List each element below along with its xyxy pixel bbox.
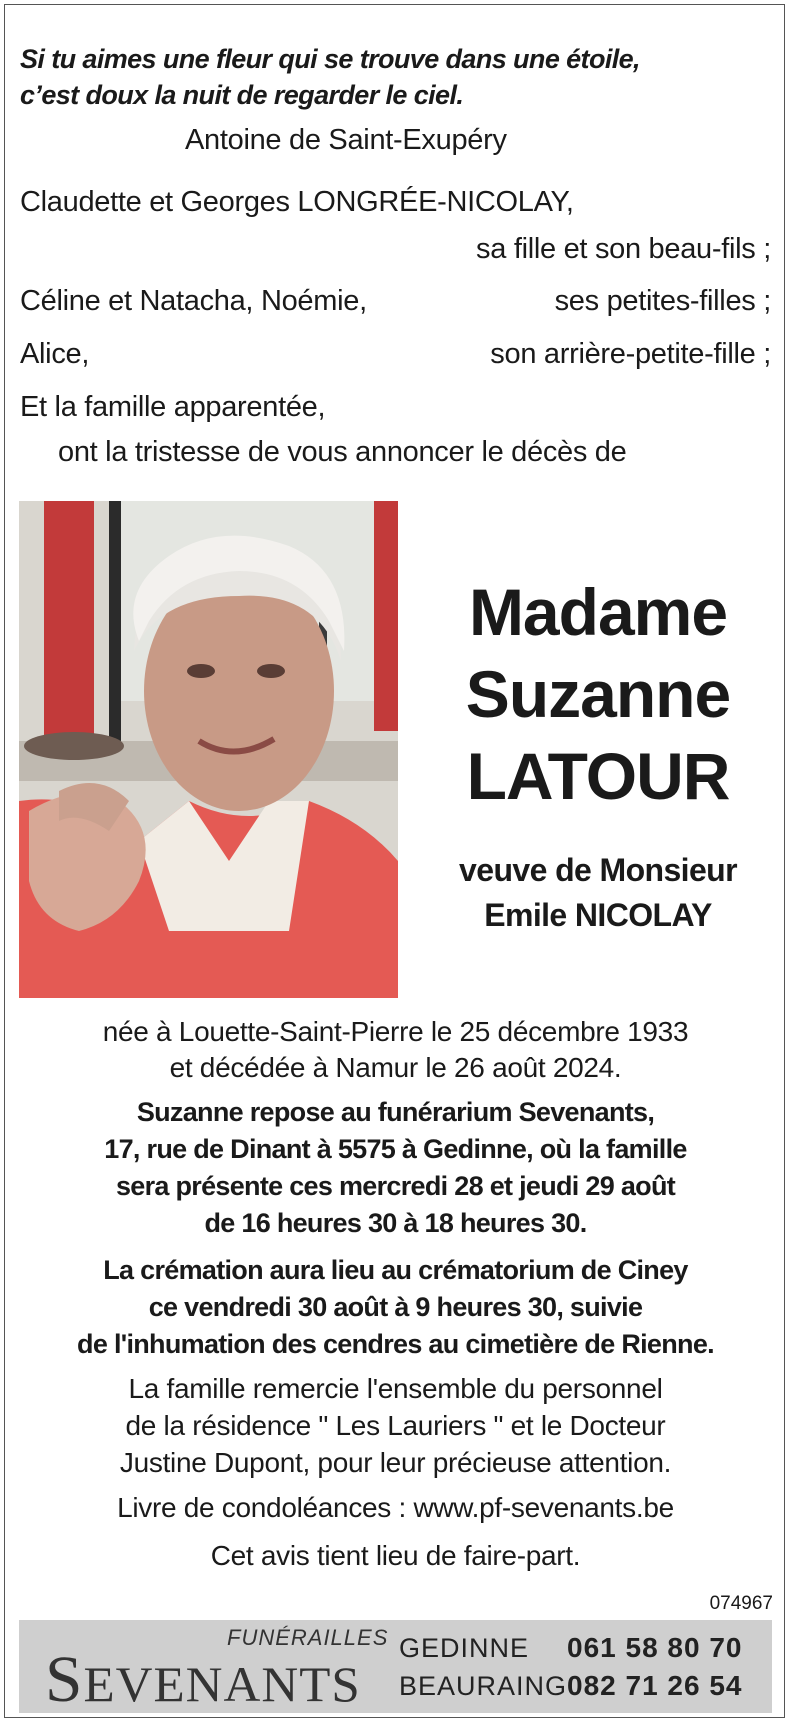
family-relation-1: sa fille et son beau-fils ; — [476, 233, 771, 265]
deceased-photo — [19, 501, 398, 998]
family-relation-3: son arrière-petite-fille ; — [490, 338, 771, 370]
rest-line-3: sera présente ces mercredi 28 et jeudi 29 août — [115, 1171, 676, 1201]
thanks-line-1: La famille remercie l'ensemble du personnel — [128, 1373, 663, 1404]
logo-initial: S — [45, 1643, 84, 1716]
deceased-first-name: Suzanne — [465, 657, 731, 731]
funeral-home-footer — [19, 1620, 772, 1716]
city-beauraing: BEAURAING — [399, 1671, 568, 1701]
cremation-line-2: ce vendredi 30 août à 9 heures 30, suivie — [148, 1292, 643, 1322]
death-line: et décédée à Namur le 26 août 2024. — [169, 1052, 622, 1083]
deceased-title: Madame — [468, 575, 728, 649]
rest-line-4: de 16 heures 30 à 18 heures 30. — [204, 1208, 587, 1238]
quote-line-2: c’est doux la nuit de regarder le ciel. — [20, 80, 464, 110]
phone-gedinne: 061 58 80 70 — [567, 1632, 743, 1663]
notice-line: Cet avis tient lieu de faire-part. — [210, 1540, 581, 1571]
announcement: ont la tristesse de vous annoncer le décès de — [58, 436, 627, 468]
quote-author: Antoine de Saint-Exupéry — [185, 124, 507, 156]
birth-line: née à Louette-Saint-Pierre le 25 décembre 1933 — [102, 1016, 689, 1047]
family-names-3: Alice, — [20, 338, 90, 370]
widow-line-2: Emile NICOLAY — [484, 897, 712, 933]
widow-line-1: veuve de Monsieur — [459, 852, 737, 888]
rest-line-2: 17, rue de Dinant à 5575 à Gedinne, où la famille — [104, 1134, 687, 1164]
family-relation-2: ses petites-filles ; — [554, 285, 771, 317]
rest-line-1: Suzanne repose au funérarium Sevenants, — [136, 1097, 655, 1127]
family-line-1: Claudette et Georges LONGRÉE-NICOLAY, — [20, 186, 574, 218]
thanks-line-2: de la résidence " Les Lauriers " et le Docteur — [125, 1410, 666, 1441]
logo-rest: EVENANTS — [83, 1656, 361, 1712]
city-gedinne: GEDINNE — [399, 1633, 530, 1663]
logo-funerailles: FUNÉRAILLES — [227, 1625, 389, 1650]
cremation-line-3: de l'inhumation des cendres au cimetière de Rienne. — [77, 1329, 714, 1359]
phone-beauraing: 082 71 26 54 — [567, 1670, 743, 1701]
deceased-last-name: LATOUR — [466, 739, 730, 813]
cremation-line-1: La crémation aura lieu au crématorium de Ciney — [103, 1255, 688, 1285]
family-line-4: Et la famille apparentée, — [20, 391, 326, 423]
family-names-2: Céline et Natacha, Noémie, — [20, 285, 367, 317]
portrait-illustration — [19, 501, 398, 998]
condolences-line: Livre de condoléances : www.pf-sevenants.be — [117, 1492, 674, 1523]
thanks-line-3: Justine Dupont, pour leur précieuse attention. — [119, 1447, 672, 1478]
logo-sevenants — [45, 1642, 361, 1718]
quote-line-1: Si tu aimes une fleur qui se trouve dans une étoile, — [20, 44, 640, 74]
reference-number: 074967 — [709, 1593, 773, 1614]
